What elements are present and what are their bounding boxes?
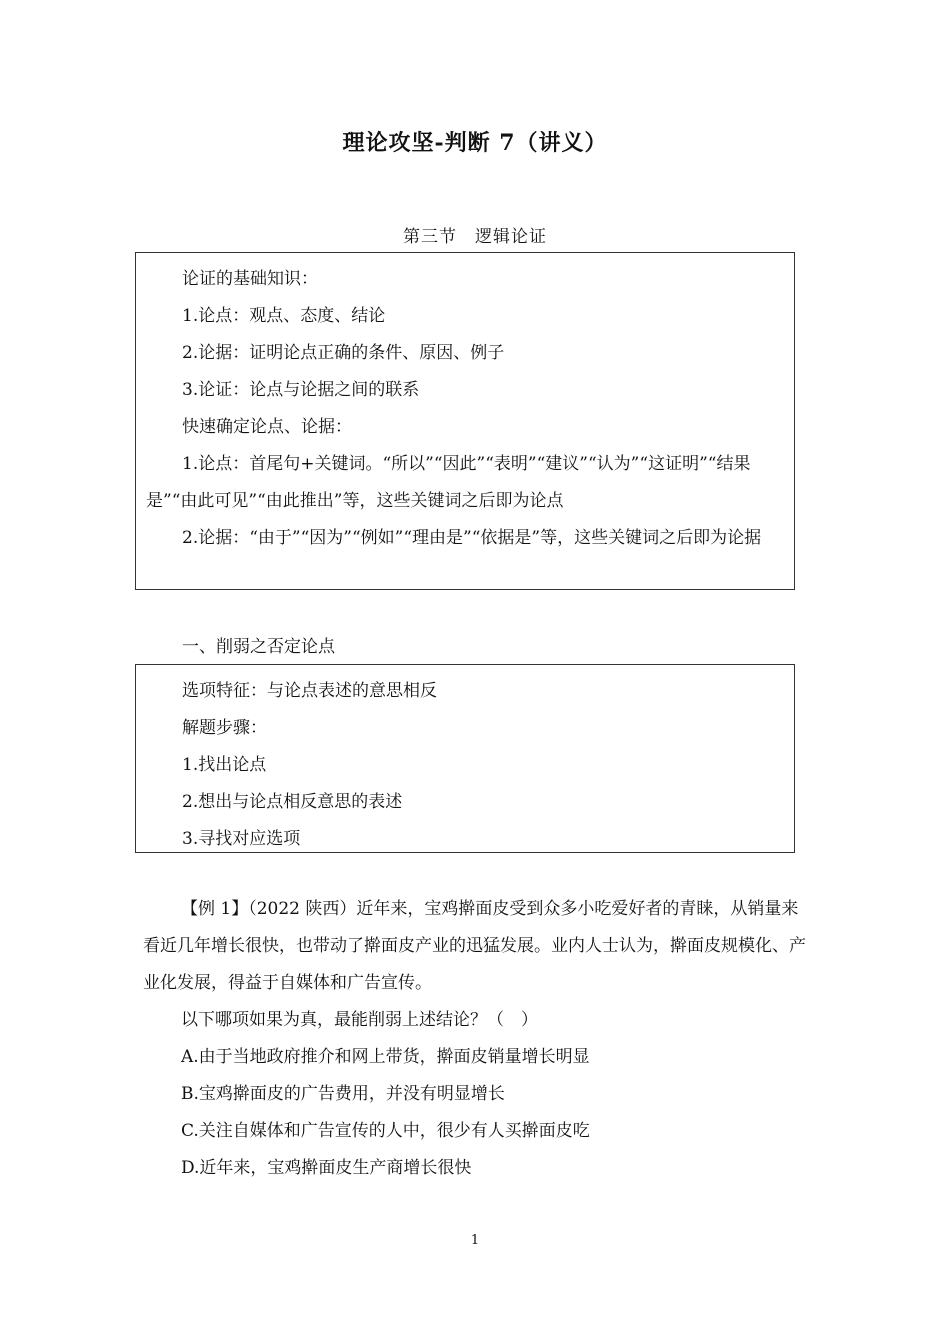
box-line: 1.论点：观点、态度、结论 (182, 306, 386, 326)
option-b: B.宝鸡擀面皮的广告费用，并没有明显增长 (181, 1084, 505, 1104)
page-number: 1 (470, 1233, 480, 1248)
option-c: C.关注自媒体和广告宣传的人中，很少有人买擀面皮吃 (181, 1121, 590, 1141)
subsection-heading: 一、削弱之否定论点 (182, 637, 335, 657)
box-paragraph: 2.论据：“由于”“因为”“例如”“理由是”“依据是”等，这些关键词之后即为论据 (182, 528, 762, 548)
page-title: 理论攻坚-判断 7（讲义） (342, 130, 608, 156)
section-heading: 第三节 逻辑论证 (403, 227, 547, 247)
box-line: 论证的基础知识： (182, 269, 318, 289)
option-d: D.近年来，宝鸡擀面皮生产商增长很快 (181, 1158, 472, 1178)
example-question (143, 891, 808, 1187)
box-paragraph: 1.论点：首尾句+关键词。“所以”“因此”“表明”“建议”“认为”“这证明”“结果是”“由此可见”“由此推出”等，这些关键词之后即为论点 (146, 454, 751, 511)
box-line: 2.论据：证明论点正确的条件、原因、例子 (182, 343, 505, 363)
option-a: A.由于当地政府推介和网上带货，擀面皮销量增长明显 (181, 1047, 590, 1067)
box-line: 选项特征：与论点表述的意思相反 (182, 681, 437, 701)
box-line: 解题步骤： (182, 718, 267, 738)
box-line: 1.找出论点 (182, 755, 267, 775)
box-line: 3.寻找对应选项 (182, 829, 301, 849)
box-line: 2.想出与论点相反意思的表述 (182, 792, 403, 812)
example-prompt: 以下哪项如果为真，最能削弱上述结论？（ ） (181, 1010, 538, 1030)
box-line: 快速确定论点、论据： (182, 417, 352, 437)
box-line: 3.论证：论点与论据之间的联系 (182, 380, 420, 400)
basics-box (135, 252, 795, 590)
method-box (135, 664, 795, 853)
example-stem: 【例 1】（2022 陕西）近年来，宝鸡擀面皮受到众多小吃爱好者的青睐，从销量来看近几年增长很快，也带动了擀面皮产业的迅猛发展。业内人士认为，擀面皮规模化、产业化发展，得益于自媒体和广告宣传。 (143, 899, 806, 993)
